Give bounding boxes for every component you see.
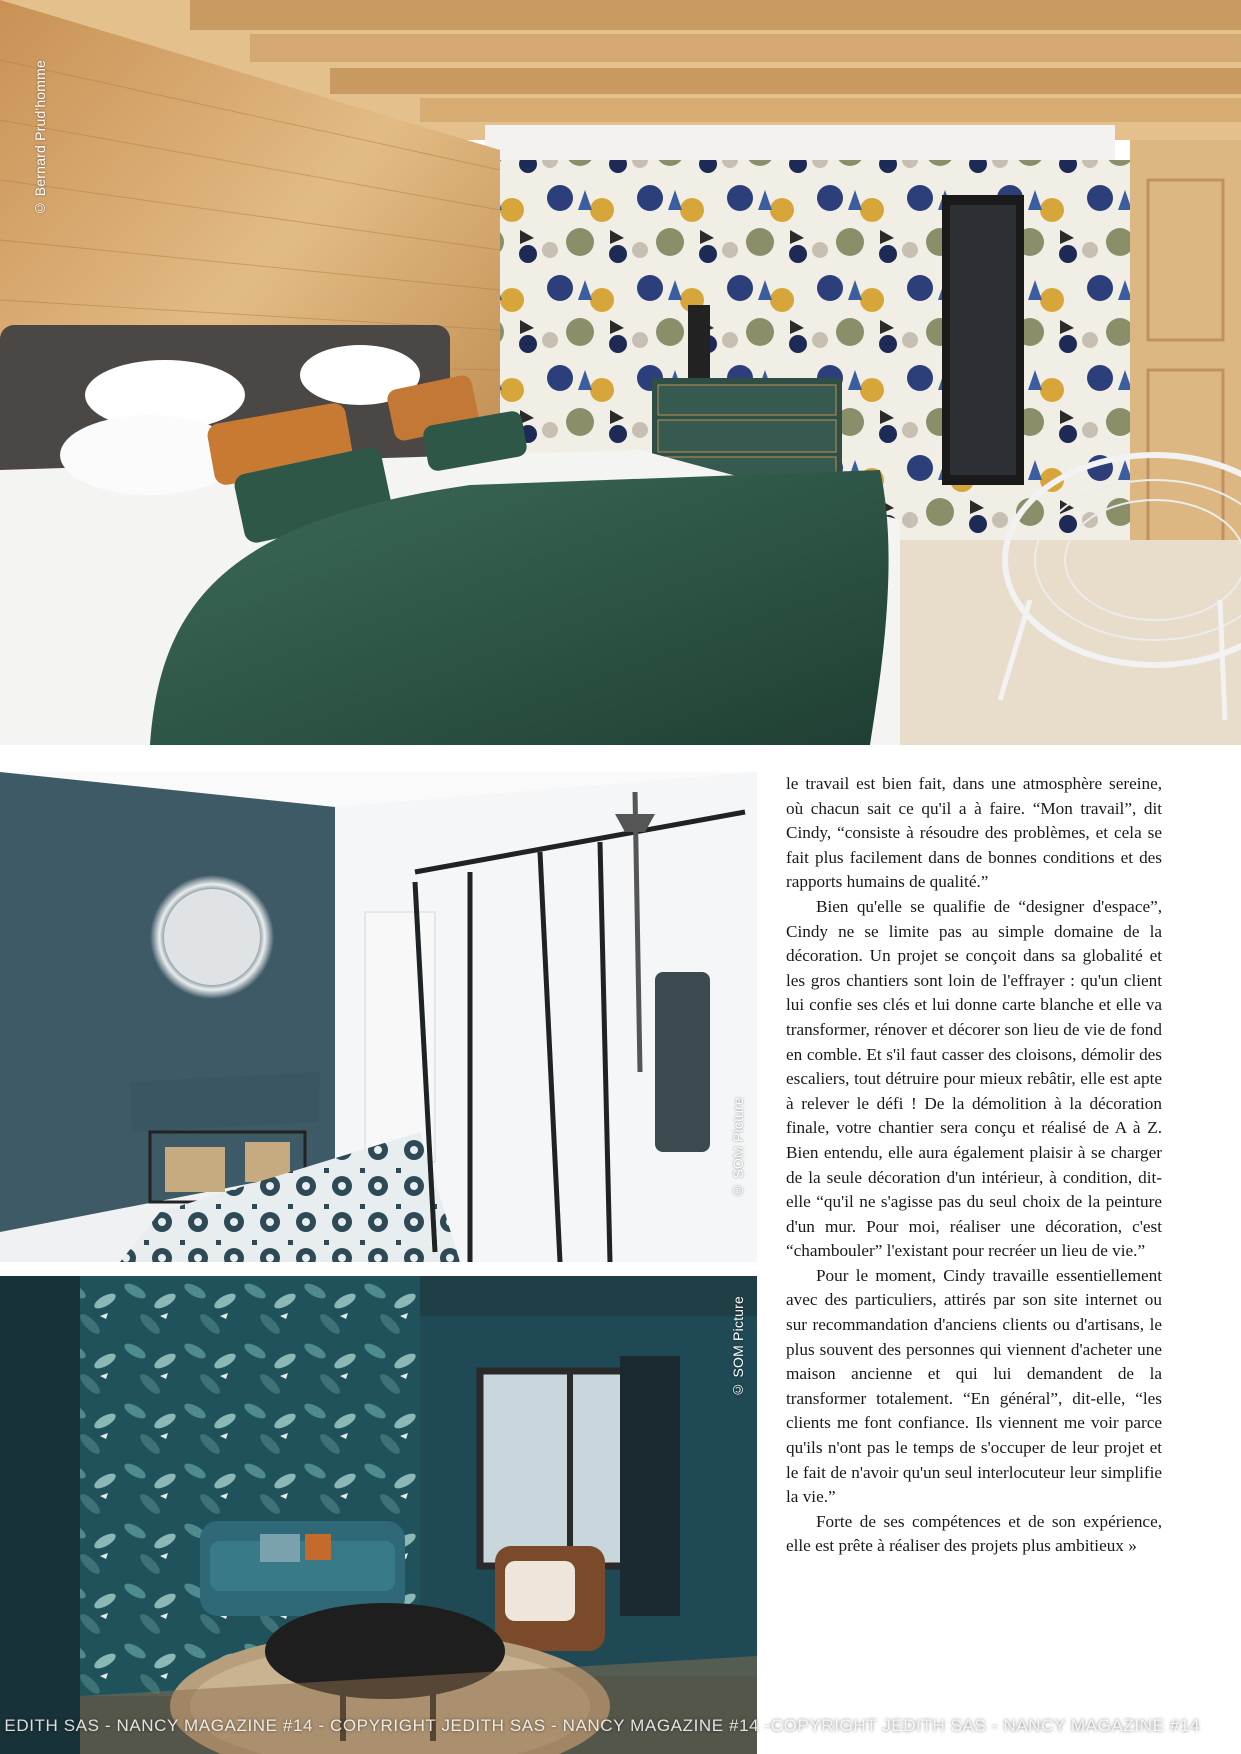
- photo-credit: © SOM Picture: [730, 1296, 746, 1398]
- article-paragraph: Forte de ses compétences et de son expérience, elle est prête à réaliser des projets plus ambitieux »: [786, 1511, 1162, 1556]
- article-paragraph: le travail est bien fait, dans une atmosphère sereine, où chacun sait ce qu'il a à faire. “Mon travail”, dit Cindy, “consiste à résoudre des problèmes, et cela se fait plus facilement dans de bonnes conditions et des rapports humains de qualité.”: [786, 774, 1162, 892]
- article-paragraph: Pour le moment, Cindy travaille essentiellement avec des particuliers, attirés par son site internet ou sur recommandation d'anciens clients ou d'artisans, le plus souvent des personnes qui viennent d'acheter une maison ancienne et qui lui demandent de la transformer totalement. “En général”, dit-elle, “les clients me font confiance. Ils viennent me voir parce qu'ils n'ont pas le temps de s'occuper de leur projet et le fait de n'avoir qu'un seul interlocuteur leur simplifie la vie.”: [786, 1265, 1162, 1507]
- article-body: [786, 772, 1162, 1559]
- photo-credit: © SOM Picture: [730, 1097, 746, 1199]
- article-paragraph: Bien qu'elle se qualifie de “designer d'espace”, Cindy ne se limite pas au simple domaine de la décoration. Un projet se conçoit dans sa globalité et les gros chantiers sont loin de l'effrayer : qu'un client lui confie ses clés et lui donne carte blanche et elle va transformer, rénover et décorer son lieu de vie de fond en comble. Et s'il faut casser des cloisons, démolir des escaliers, tout détruire pour mieux rebâtir, elle est apte à relever le défi ! De la démolition à la décoration finale, votre chantier sera conçu et réalisé de A à Z. Bien entendu, elle aura également plaisir à se charger de la seule décoration d'un intérieur, à condition, dit-elle “qu'il ne s'agisse pas du seul choix de la peinture d'un mur. Pour moi, réaliser une décoration, c'est “chambouler” l'existant pour recréer un lieu de vie.”: [786, 896, 1162, 1261]
- photo-credit: © Bernard Prud'homme: [32, 60, 48, 217]
- bathroom-photo: [0, 772, 757, 1262]
- copyright-watermark: EDITH SAS - NANCY MAGAZINE #14 - COPYRIGHT JEDITH SAS - NANCY MAGAZINE #14 -COPYRIGHT JEDITH SAS - NANCY MAGAZINE #14: [4, 1716, 1200, 1735]
- bedroom-photo: [0, 0, 1241, 745]
- living-room-photo: [0, 1276, 757, 1754]
